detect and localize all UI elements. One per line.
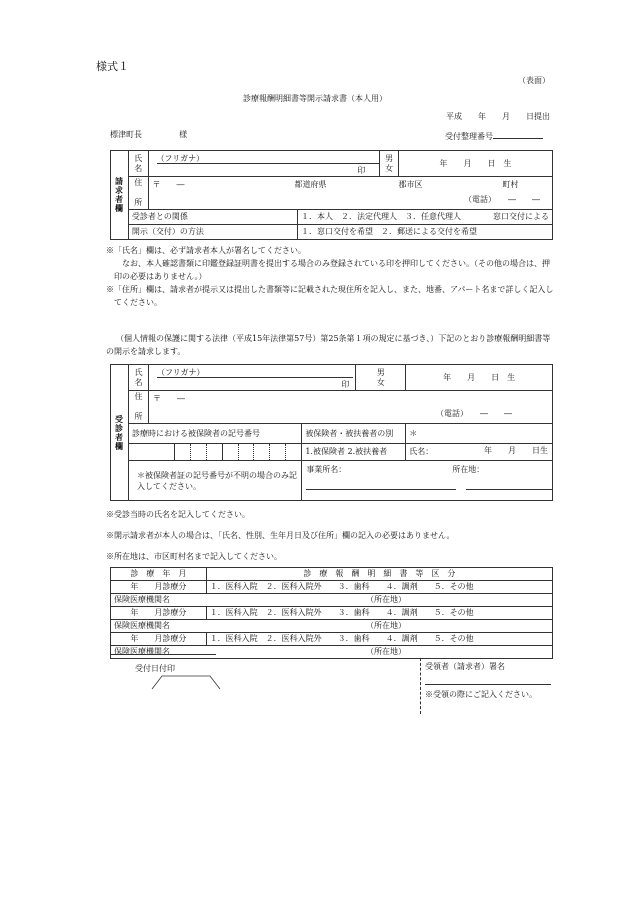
patient-notes <box>106 504 566 567</box>
requester-furigana: （フリガナ） <box>156 154 205 163</box>
furigana-line <box>157 377 353 378</box>
office-name-line <box>306 489 456 490</box>
requester-name-label: 氏 名 <box>128 151 148 177</box>
insured-name-field[interactable] <box>406 444 553 461</box>
addressee-honorific: 様 <box>179 130 188 139</box>
claims-table <box>110 567 553 659</box>
office-address-label: 所在地： <box>452 465 485 474</box>
receiver-label: 受領者（請求者）署名 <box>425 662 505 671</box>
reception-number-label: 受付整理番号 <box>445 132 493 141</box>
town-label: 町村 <box>502 180 519 189</box>
furigana-line <box>157 163 380 164</box>
requester-sex[interactable]: 男 女 <box>380 151 399 177</box>
page-title: 診療報酬明細書等開示請求書（本人用） <box>243 94 387 103</box>
requester-section-label: 請求者欄 <box>111 151 129 240</box>
patient-name-label: 氏 名 <box>128 365 148 391</box>
side-label: （表面） <box>518 76 550 85</box>
requester-address-label: 住 所 <box>128 177 148 210</box>
claims-period-header: 診 療 年 月 <box>111 568 207 581</box>
patient-address-field[interactable] <box>148 391 552 424</box>
reception-number <box>445 130 543 142</box>
receiver-signature-line[interactable] <box>425 684 551 685</box>
relation-label: 受診者との関係 <box>128 210 297 225</box>
stamp-area-outline <box>150 672 222 690</box>
patient-address-label: 住 所 <box>128 391 148 424</box>
patient-postal: 〒 ― <box>152 394 185 403</box>
requester-notes <box>106 244 556 309</box>
requester-address-field[interactable] <box>148 177 552 210</box>
patient-table <box>110 364 553 501</box>
insured-birth: 年 月 日生 <box>484 446 548 455</box>
patient-sex[interactable]: 男 女 <box>356 365 406 391</box>
addressee-name: 標津町長 <box>110 130 142 139</box>
office-name-label: 事業所名： <box>306 465 347 474</box>
note-self-request: ※開示請求者が本人の場合は、「氏名、性別、生年月日及び住所」欄の記入の必要はありません。 <box>106 531 455 540</box>
patient-section-label: 受診者欄 <box>111 365 129 501</box>
relation-options[interactable]: １．本人 ２．法定代理人 ３．任意代理人 窓口交付による <box>297 210 552 225</box>
receiver-note: ※受領の際にご記入ください。 <box>425 690 537 699</box>
form-number: 様式１ <box>96 60 129 73</box>
insured-type-label: 被保険者・被扶養者の別 <box>302 424 406 444</box>
stamp-area-line <box>110 654 216 655</box>
claim-period[interactable]: 年 月診療分 <box>111 581 207 594</box>
note-location: ※所在地は、市区町村名まで記入してください。 <box>106 552 282 561</box>
insured-name-label: 氏名： <box>409 447 434 456</box>
note-name: ※「氏名」欄は、必ず請求者本人が署名してください。 <box>106 246 306 255</box>
patient-name-field[interactable] <box>148 365 355 391</box>
claim-institution[interactable]: 保険医療機関名 （所在地） <box>111 620 553 633</box>
delivery-label: 開示（交付）の方法 <box>128 225 297 240</box>
office-address-line <box>466 489 552 490</box>
insurance-number-boxes[interactable] <box>128 444 301 461</box>
request-statement: （個人情報の保護に関する法律（平成15年法律第57号）第25条第１項の規定に基づき、）下記のとおり診療報酬明細書等の開示を請求します。 <box>106 334 551 356</box>
office-field[interactable] <box>302 461 553 501</box>
unknown-number-note: ＊被保険者証の記号番号が不明の場合のみ記入してください。 <box>128 461 301 501</box>
claim-period[interactable]: 年 月診療分 <box>111 633 207 646</box>
patient-furigana: （フリガナ） <box>156 368 205 377</box>
claim-period[interactable]: 年 月診療分 <box>111 607 207 620</box>
stamp-label: 受付日付印 <box>135 664 175 673</box>
claim-category-options[interactable]: １．医科入院 ２．医科入院外 ３．歯科 ４．調剤 ５．その他 <box>206 581 552 594</box>
claim-category-options[interactable]: １．医科入院 ２．医科入院外 ３．歯科 ４．調剤 ５．その他 <box>206 607 552 620</box>
claim-institution[interactable]: 保険医療機関名 （所在地） <box>111 646 553 659</box>
requester-birthdate[interactable]: 年 月 日 生 <box>398 151 552 177</box>
patient-birthdate[interactable]: 年 月 日 生 <box>406 365 553 391</box>
insured-type-options[interactable]: 1.被保険者 2.被扶養者 <box>302 444 406 461</box>
requester-seal: 印 <box>357 166 366 175</box>
delivery-options[interactable]: １．窓口交付を希望 ２．郵送による交付を希望 <box>297 225 552 240</box>
claim-institution[interactable]: 保険医療機関名 （所在地） <box>111 594 553 607</box>
note-patient-name: ※受診当時の氏名を記入してください。 <box>106 510 250 519</box>
prefecture-label: 都道府県 <box>294 180 327 189</box>
claim-category-options[interactable]: １．医科入院 ２．医科入院外 ３．歯科 ４．調剤 ５．その他 <box>206 633 552 646</box>
requester-name-field[interactable] <box>148 151 380 177</box>
note-address: ※「住所」欄は、請求者が提示又は提出した書類等に記載された現住所を記入し、また、地番、アパート名まで詳しく記入してください。 <box>106 285 554 307</box>
addressee <box>110 130 187 140</box>
requester-phone: （電話） ― ― <box>464 195 540 204</box>
insured-type-mark: ＊ <box>406 424 553 444</box>
city-label: 郡市区 <box>398 180 423 189</box>
claims-category-header: 診 療 報 酬 明 細 書 等 区 分 <box>206 568 552 581</box>
patient-seal: 印 <box>341 380 350 389</box>
note-seal: なお、本人確認書類に印鑑登録証明書を提出する場合のみ登録されている印を押印してください。（その他の場合は、押印の必要はありません。） <box>114 259 550 281</box>
requester-postal: 〒 ― <box>152 180 185 189</box>
insurance-number-label: 診療時における被保険者の記号番号 <box>128 424 301 444</box>
submission-date: 平成 年 月 日提出 <box>446 112 550 121</box>
reception-number-field[interactable] <box>493 130 543 139</box>
receiver-divider <box>420 658 421 714</box>
requester-table <box>110 150 553 240</box>
patient-phone: （電話） ― ― <box>436 409 512 418</box>
